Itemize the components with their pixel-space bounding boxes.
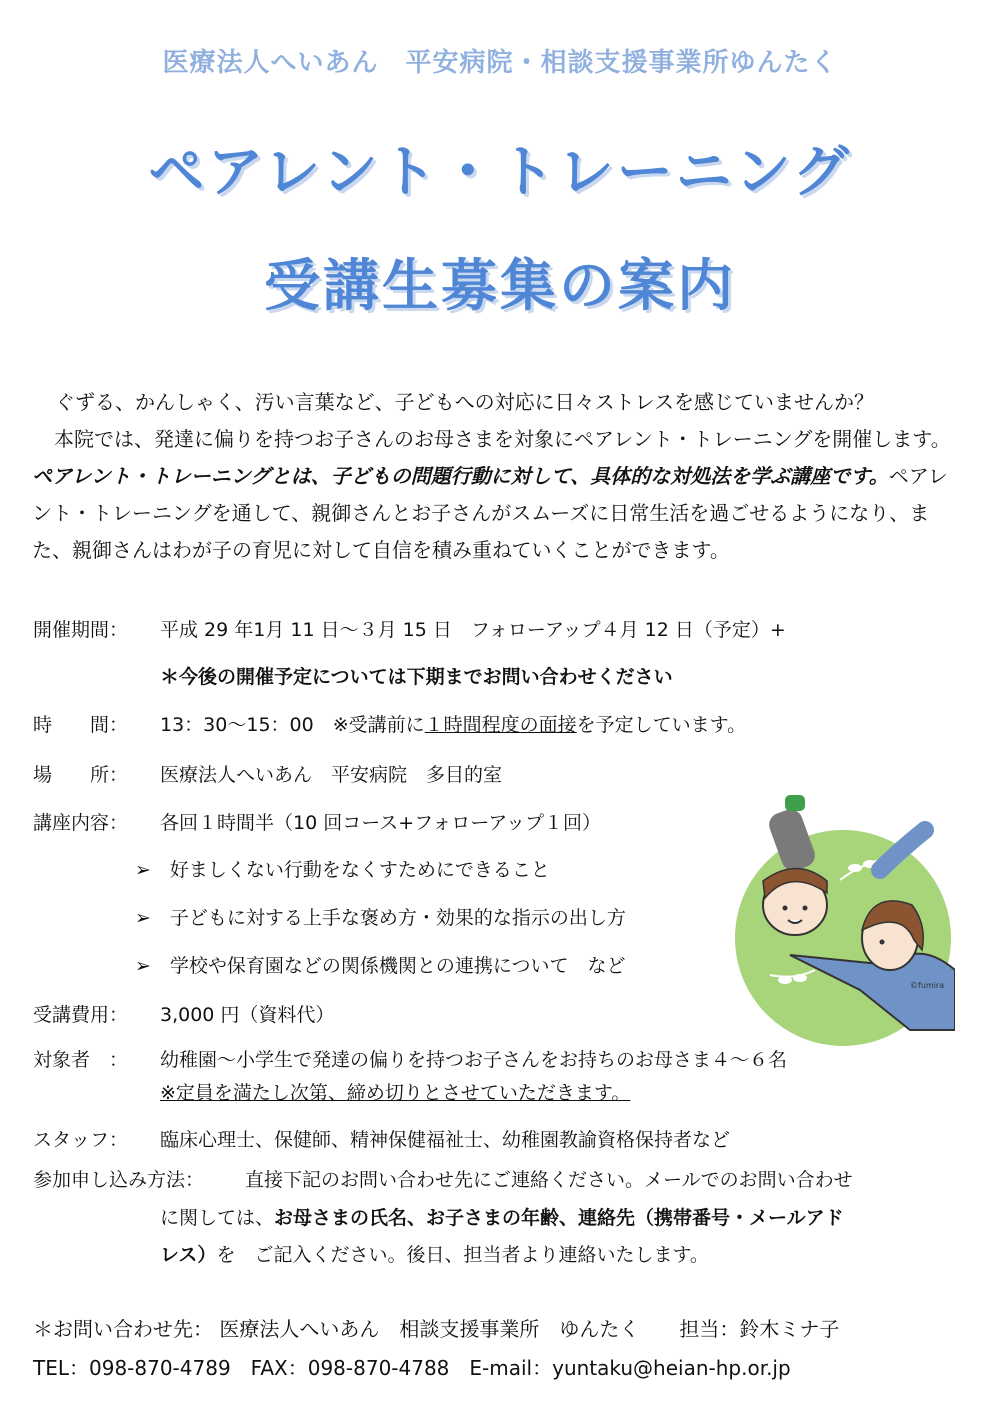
- content-item-text: 学校や保育園などの関係機関との連携について など: [169, 955, 626, 977]
- apply-value-line2: [160, 1203, 844, 1230]
- fee-value: 3,000 円（資料代）: [160, 1004, 335, 1026]
- content-value: 各回１時間半（10 回コース+フォローアップ１回）: [160, 812, 601, 834]
- contact-phone-email: TEL：098-870-4789 FAX：098-870-4788 E-mail：yuntaku@heian-hp.or.jp: [33, 1356, 791, 1380]
- page-title: ペアレント・トレーニング: [148, 140, 852, 205]
- fee-label: 受講費用：: [33, 1004, 129, 1026]
- parent-child-illustration: [730, 790, 955, 1055]
- period-label: 開催期間：: [33, 619, 129, 641]
- apply-required-info: お母さまの氏名、お子さまの年齢、連絡先（携帯番号・メールアド: [274, 1207, 844, 1229]
- target-note-text: ※定員を満たし次第、締め切りとさせていただきます。: [160, 1082, 631, 1104]
- interview-note: １時間程度の面接: [424, 714, 577, 736]
- period-value: 平成 29 年1月 11 日～３月 15 日 フォローアップ４月 12 日（予定）+: [160, 619, 786, 641]
- apply-text: に関しては、: [160, 1207, 275, 1229]
- apply-value-line1: 直接下記のお問い合わせ先にご連絡ください。メールでのお問い合わせ: [245, 1169, 853, 1191]
- target-label: 対象者 ：: [33, 1049, 129, 1071]
- content-item: [135, 951, 626, 978]
- staff-label: スタッフ：: [33, 1129, 129, 1151]
- content-label: 講座内容：: [33, 812, 129, 834]
- place-label: 場 所：: [33, 764, 129, 786]
- place-value: 医療法人へいあん 平安病院 多目的室: [160, 764, 503, 786]
- intro-text-end: ペアレント・トレーニングを通して、親御さんとお子さんがスムーズに日常生活を過ごせるようになり、また、親御さんはわが子の育児に対して自信を積み重ねていくことができます。: [32, 464, 948, 562]
- organization-name: 医療法人へいあん 平安病院・相談支援事業所ゆんたく: [162, 48, 838, 78]
- intro-paragraph-2: [32, 421, 962, 569]
- arrow-bullet-icon: ➢: [135, 955, 170, 977]
- intro-paragraph-1: ぐずる、かんしゃく、汚い言葉など、子どもへの対応に日々ストレスを感じていませんか？: [55, 390, 874, 414]
- contact-line: ＊お問い合わせ先： 医療法人へいあん 相談支援事業所 ゆんたく 担当：鈴木ミナ子: [33, 1317, 840, 1341]
- staff-value: 臨床心理士、保健師、精神保健福祉士、幼稚園教諭資格保持者など: [160, 1129, 731, 1151]
- content-item-text: 好ましくない行動をなくすためにできること: [169, 859, 550, 881]
- time-label: 時 間：: [33, 714, 129, 736]
- arrow-bullet-icon: ➢: [135, 859, 170, 881]
- time-suffix: を予定しています。: [576, 714, 747, 736]
- intro-text: 本院では、発達に偏りを持つお子さんのお母さまを対象にペアレント・トレーニングを開催します。: [54, 427, 951, 451]
- period-note: ＊今後の開催予定については下期までお問い合わせください: [160, 666, 673, 688]
- arrow-bullet-icon: ➢: [135, 907, 170, 929]
- content-item: [135, 855, 550, 882]
- content-item-text: 子どもに対する上手な褒め方・効果的な指示の出し方: [169, 907, 626, 929]
- content-item: [135, 903, 626, 930]
- apply-label: 参加申し込み方法：: [33, 1169, 205, 1191]
- target-value: 幼稚園～小学生で発達の偏りを持つお子さんをお持ちのお母さま４～６名: [160, 1049, 788, 1071]
- page-subtitle: 受講生募集の案内: [264, 254, 736, 319]
- intro-emphasis: ペアレント・トレーニングとは、子どもの問題行動に対して、具体的な対処法を学ぶ講座です。: [32, 464, 889, 488]
- apply-text-end: を ご記入ください。後日、担当者より連絡いたします。: [216, 1244, 709, 1266]
- time-value: [160, 710, 746, 737]
- apply-value-line3: [160, 1240, 709, 1267]
- apply-required-info-end: レス）: [160, 1244, 217, 1266]
- time-text: 13：30～15：00 ※受講前に: [160, 714, 425, 736]
- illustration-credit: ©fumira: [910, 981, 945, 990]
- target-note: [160, 1078, 630, 1105]
